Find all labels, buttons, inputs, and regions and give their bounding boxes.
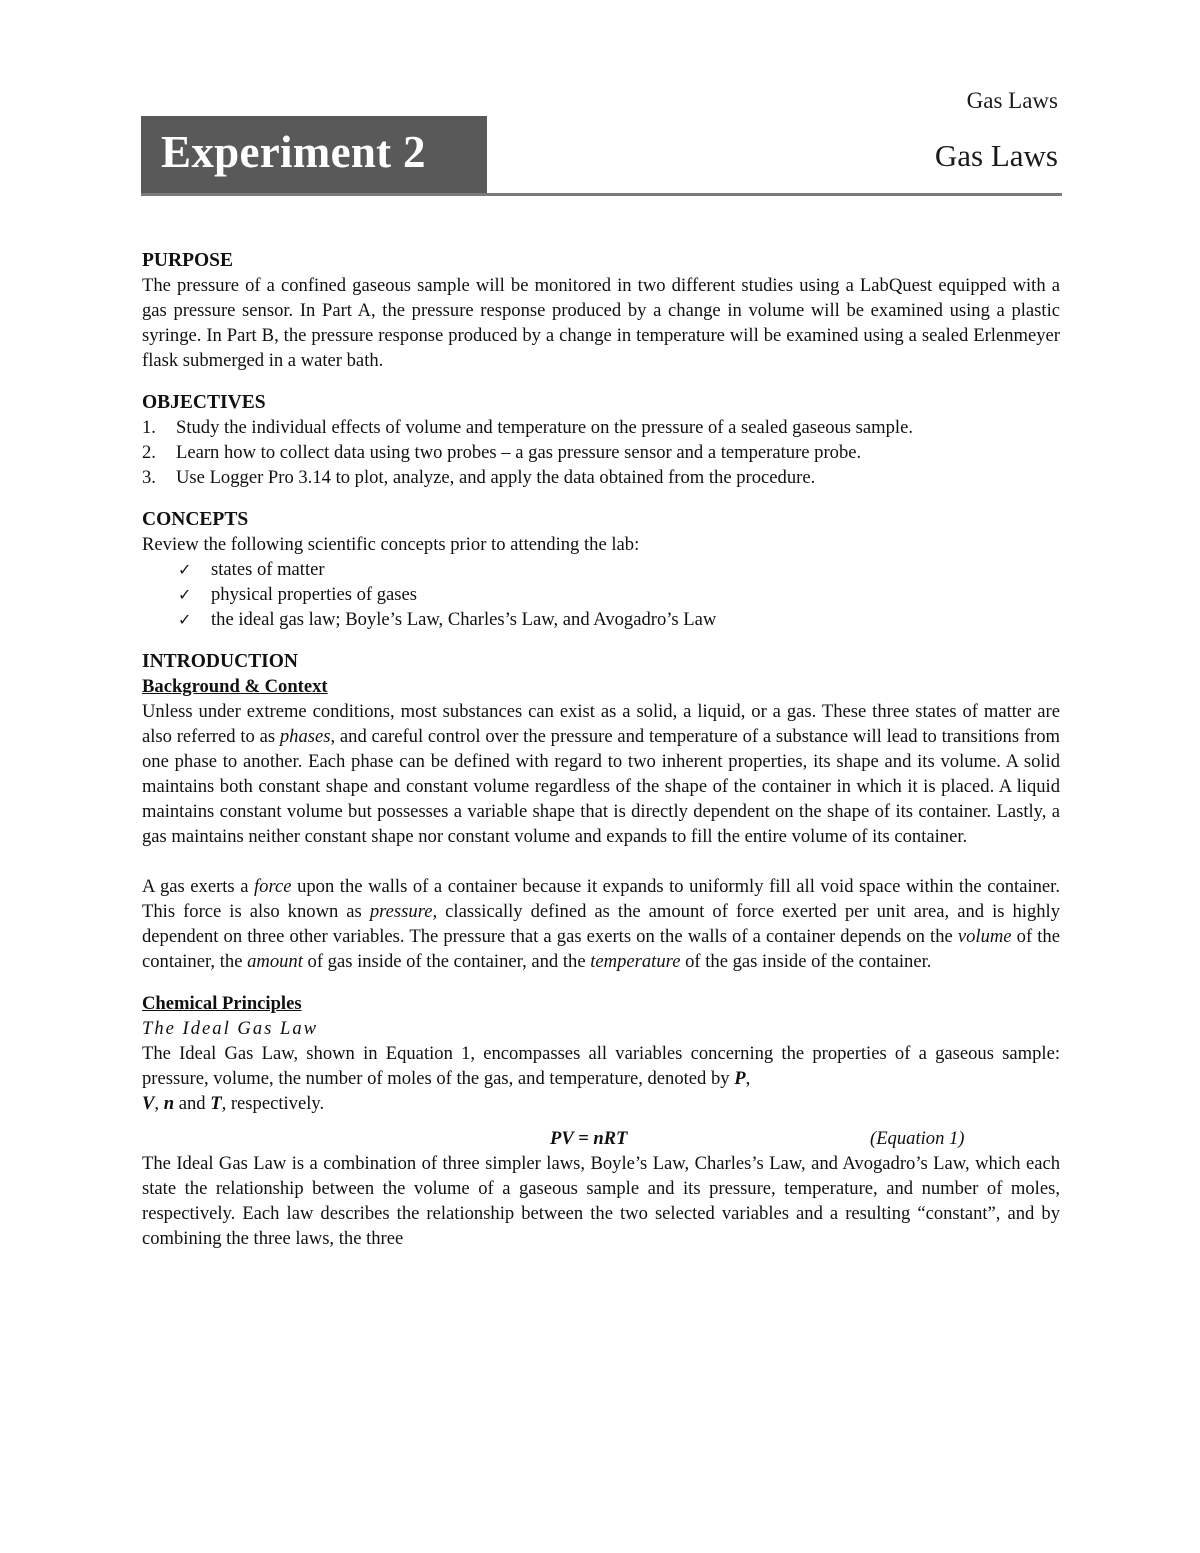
running-header: Gas Laws [966, 88, 1058, 113]
variable-n: n [163, 1093, 175, 1114]
objective-number: 3. [142, 467, 156, 488]
purpose-heading: PURPOSE [142, 250, 234, 271]
ideal-gas-equation: PV = nRT [550, 1128, 628, 1149]
objective-text: Use Logger Pro 3.14 to plot, analyze, and apply the data obtained from the procedure. [176, 467, 816, 488]
concept-item [142, 582, 1060, 607]
objectives-heading: OBJECTIVES [142, 392, 266, 413]
variable-t: T [210, 1093, 222, 1114]
checkmark-icon: ✓ [178, 610, 192, 629]
equation-label: (Equation 1) [870, 1128, 965, 1149]
objective-number: 1. [142, 417, 156, 438]
objective-text: Learn how to collect data using two probes – a gas pressure sensor and a temperature probe. [176, 442, 862, 463]
emphasis-temperature: temperature [590, 951, 681, 972]
checkmark-icon: ✓ [178, 585, 192, 604]
emphasis-force: force [254, 876, 292, 897]
objective-text: Study the individual effects of volume and temperature on the pressure of a sealed gaseous sample. [176, 417, 913, 438]
objective-item [142, 465, 1060, 490]
objective-item [142, 415, 1060, 440]
objective-item [142, 440, 1060, 465]
emphasis-volume: volume [957, 926, 1012, 947]
background-paragraph-1: Unless under extreme conditions, most substances can exist as a solid, a liquid, or a gas. These three states of matter are also referred to as phases, and careful control over the pressure and temperature of a substance will lead to transitions from one phase to another. Each phase can be defined with regard to two inherent properties, its shape and its volume. A solid maintains both constant shape and constant volume regardless of the shape of the container in which it is placed. A liquid maintains constant volume but possesses a variable shape that is directly dependent on the shape of its container. Lastly, a gas maintains neither constant shape nor constant volume and expands to fill the entire volume of its container. [142, 701, 1060, 847]
background-heading: Background & Context [142, 676, 328, 697]
concept-text: states of matter [211, 559, 325, 580]
concept-item [142, 607, 1060, 632]
concept-text: the ideal gas law; Boyle’s Law, Charles’s Law, and Avogadro’s Law [211, 609, 717, 630]
introduction-heading: INTRODUCTION [142, 651, 299, 672]
title-divider [141, 193, 1062, 196]
equation-line [142, 1126, 1060, 1151]
emphasis-phases: phases [279, 726, 331, 747]
objective-number: 2. [142, 442, 156, 463]
objectives-list [142, 415, 1060, 490]
ideal-gas-law-heading: The Ideal Gas Law [142, 1018, 319, 1039]
document-body [142, 248, 1060, 1251]
emphasis-pressure: pressure, [369, 901, 438, 922]
experiment-banner [141, 116, 487, 194]
concepts-heading: CONCEPTS [142, 509, 249, 530]
emphasis-amount: amount [247, 951, 303, 972]
ideal-gas-paragraph: The Ideal Gas Law, shown in Equation 1, encompasses all variables concerning the properties of a gaseous sample: pressure, volume, the number of moles of the gas, and temperature, denoted by P, V, n and T, respectively. [142, 1043, 1060, 1114]
concepts-list [142, 557, 1060, 632]
experiment-title: Gas Laws [934, 138, 1058, 173]
experiment-label: Experiment 2 [161, 127, 426, 177]
variable-p: P [734, 1068, 746, 1089]
concept-text: physical properties of gases [211, 584, 418, 605]
variable-v: V [142, 1093, 155, 1114]
background-paragraph-2: A gas exerts a force upon the walls of a container because it expands to uniformly fill all void space within the container. This force is also known as pressure, classically defined as the amount of force exerted per unit area, and is highly dependent on three other variables. The pressure that a gas exerts on the walls of a container depends on the volume of the container, the amount of gas inside of the container, and the temperature of the gas inside of the container. [142, 876, 1061, 972]
purpose-text: The pressure of a confined gaseous sample will be monitored in two different studies using a LabQuest equipped with a gas pressure sensor. In Part A, the pressure response produced by a change in volume will be examined using a plastic syringe. In Part B, the pressure response produced by a change in temperature will be examined using a sealed Erlenmeyer flask submerged in a water bath. [142, 275, 1060, 371]
concepts-intro: Review the following scientific concepts prior to attending the lab: [142, 534, 640, 555]
chemical-principles-heading: Chemical Principles [142, 993, 302, 1014]
combination-paragraph: The Ideal Gas Law is a combination of three simpler laws, Boyle’s Law, Charles’s Law, and Avogadro’s Law, which each state the relationship between the volume of a gaseous sample and its pressure, temperature, and number of moles, respectively. Each law describes the relationship between the two selected variables and a resulting “constant”, and by combining the three laws, the three [142, 1153, 1060, 1249]
checkmark-icon: ✓ [178, 560, 192, 579]
concept-item [142, 557, 1060, 582]
